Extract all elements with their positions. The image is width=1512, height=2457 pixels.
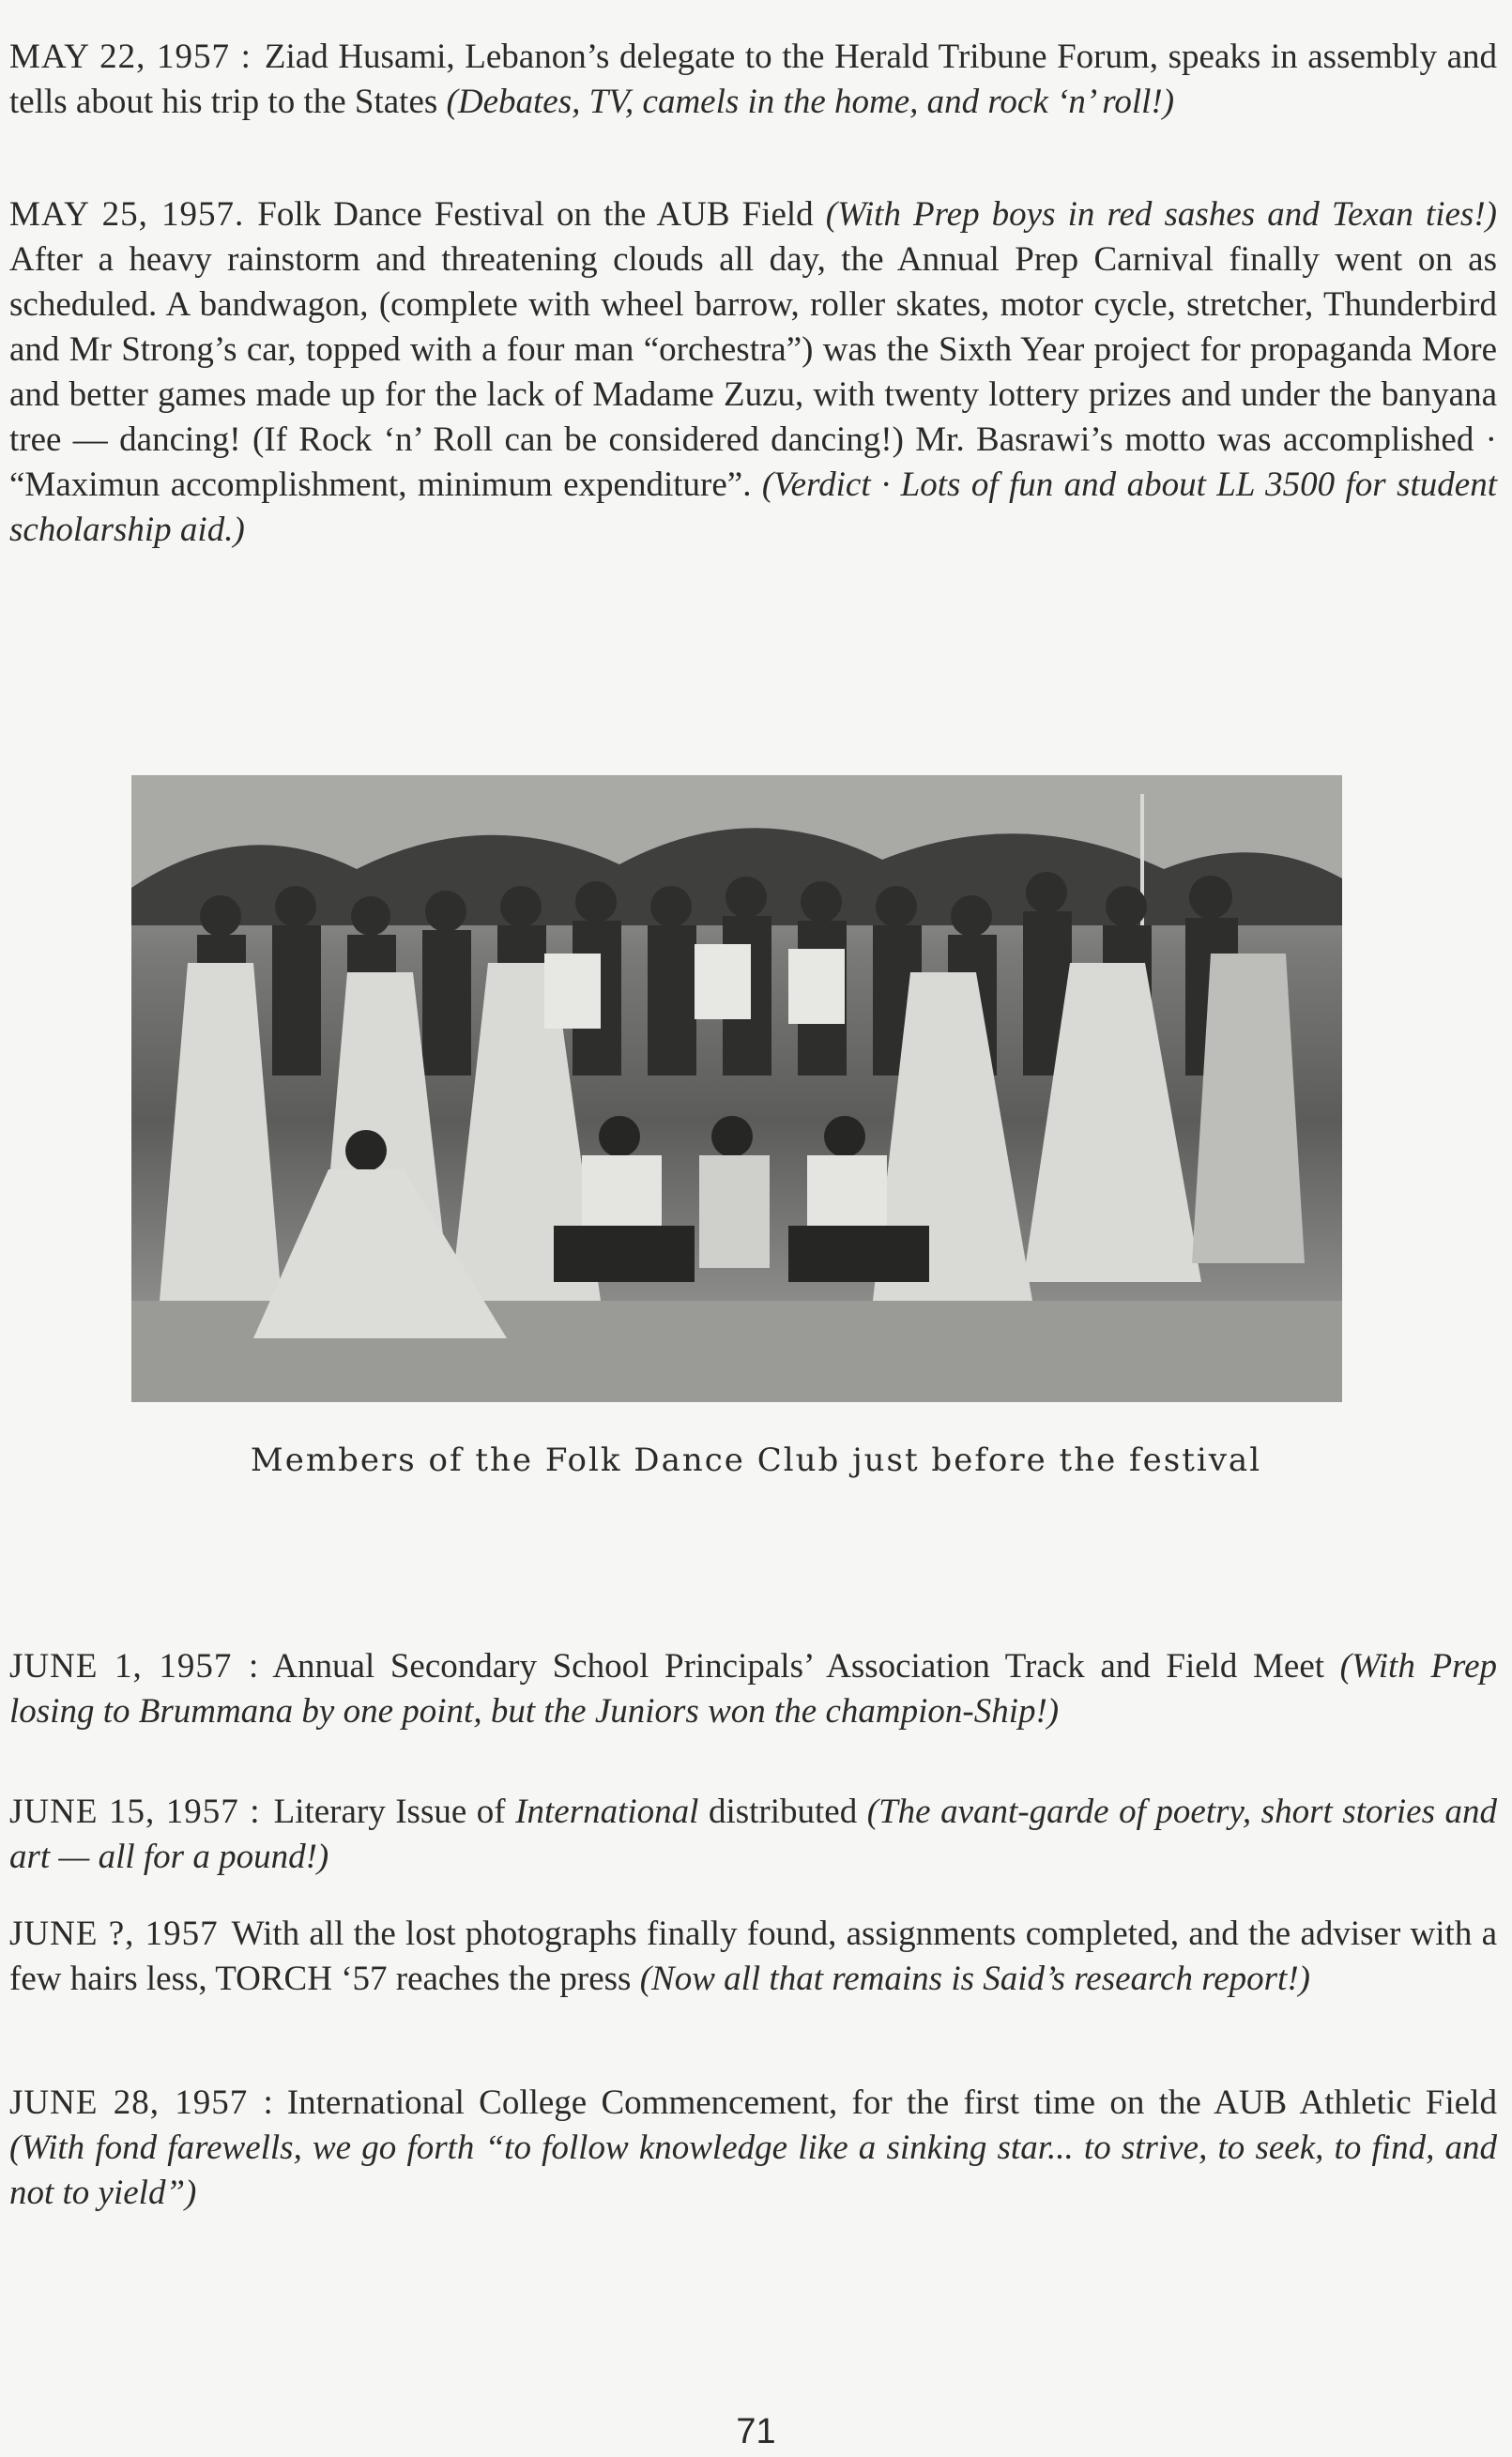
entry-june-1	[9, 1644, 1497, 1734]
entry-date: MAY 25, 1957.	[9, 195, 245, 234]
group-photo-illustration	[131, 775, 1342, 1402]
entry-text: International College Commencement, for the first time on the AUB Athletic Field	[286, 2083, 1497, 2122]
entry-italic-note: (The avant-garde of poetry, short stories and art — all for a pound!)	[9, 1793, 1498, 1876]
publication-title: International	[515, 1793, 699, 1831]
page-number: 71	[736, 2412, 776, 2451]
entry-date: JUNE ?, 1957	[9, 1915, 219, 1953]
entry-italic-note: (With Prep losing to Brummana by one point, but the Juniors won the champion-Ship!)	[9, 1647, 1497, 1731]
entry-text-continued: distributed	[698, 1793, 867, 1831]
entry-date: JUNE 28, 1957 :	[9, 2083, 274, 2122]
entry-italic-note: (Debates, TV, camels in the home, and rock ‘n’ roll!)	[446, 83, 1175, 121]
entry-text: Ziad Husami, Lebanon’s delegate to the Herald Tribune Forum, speaks in assembly and tells about his trip to the States	[9, 38, 1497, 121]
entry-may-25	[9, 192, 1497, 553]
entry-italic-note: (With fond farewells, we go forth “to follow knowledge like a sinking star... to strive, to seek, to find, and not to yield”)	[9, 2129, 1497, 2212]
entry-date: JUNE 1, 1957 :	[9, 1647, 260, 1686]
entry-text: Annual Secondary School Principals’ Association Track and Field Meet	[272, 1647, 1340, 1686]
photo-caption: Members of the Folk Dance Club just before the festival	[250, 1442, 1262, 1479]
entry-june-15	[9, 1790, 1497, 1880]
folk-dance-club-photo	[131, 775, 1342, 1402]
entry-text: With all the lost photographs finally found, assignments completed, and the adviser with a few hairs less, TORCH ‘57 reaches the press	[9, 1915, 1497, 1998]
entry-date: MAY 22, 1957 :	[9, 38, 252, 76]
entry-june-28	[9, 2081, 1497, 2216]
entry-text: Literary Issue of	[273, 1793, 516, 1831]
entry-italic-note: (Now all that remains is Said’s research report!)	[639, 1960, 1310, 1998]
entry-may-22	[9, 35, 1497, 125]
entry-text: Folk Dance Festival on the AUB Field	[257, 195, 826, 234]
entry-italic-note: (With Prep boys in red sashes and Texan ties!)	[825, 195, 1497, 234]
entry-date: JUNE 15, 1957 :	[9, 1793, 261, 1831]
entry-text-continued: After a heavy rainstorm and threatening clouds all day, the Annual Prep Carnival finally went on as scheduled. A bandwagon, (complete with wheel barrow, roller skates, motor cycle, stretcher, Thunderbird and Mr Strong’s car, topped with a four man “orchestra”) was the Sixth Year project for propaganda More and better games made up for the lack of Madame Zuzu, with twenty lottery prizes and under the banyana tree — dancing! (If Rock ‘n’ Roll can be considered dancing!) Mr. Basrawi’s motto was accomplished · “Maximun accomplishment, minimum expenditure”.	[9, 240, 1497, 504]
entry-june-unknown	[9, 1912, 1497, 2002]
entry-verdict: (Verdict · Lots of fun and about LL 3500 for student scholarship aid.)	[9, 465, 1497, 549]
